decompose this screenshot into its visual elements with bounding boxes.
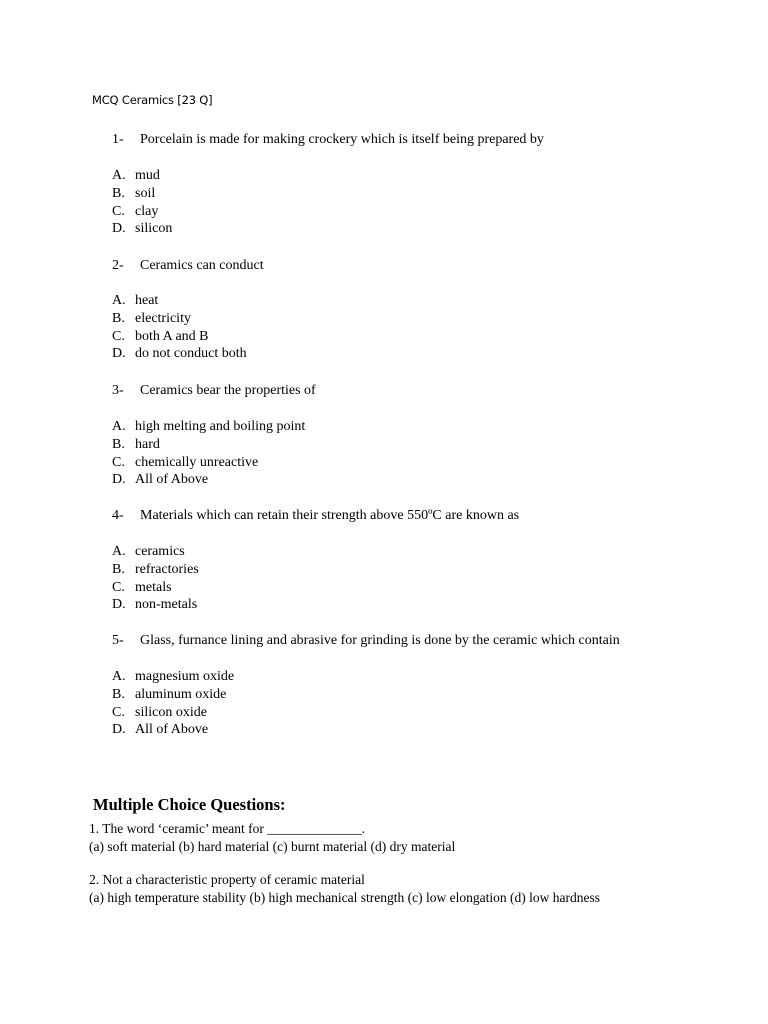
option-letter: D.: [112, 722, 126, 738]
option-text: chemically unreactive: [135, 454, 259, 470]
option-text: refractories: [135, 561, 199, 577]
option-item: [112, 418, 305, 436]
question-number: 1-: [112, 132, 124, 147]
option-letter: B.: [112, 436, 125, 452]
question-number: 2-: [112, 258, 124, 273]
option-item: [112, 596, 199, 614]
question-text: Materials which can retain their strength above 550ºC are known as: [140, 508, 520, 523]
question-5: [112, 632, 620, 650]
option-item: [112, 454, 305, 472]
question-3: [112, 382, 316, 400]
mcq-2-question: 2. Not a characteristic property of ceramic material: [89, 872, 365, 887]
option-text: hard: [135, 436, 160, 452]
section-title: Multiple Choice Questions:: [93, 795, 286, 814]
option-text: silicon: [135, 221, 173, 237]
option-text: aluminum oxide: [135, 686, 227, 702]
option-text: electricity: [135, 310, 191, 326]
option-letter: B.: [112, 310, 125, 326]
question-number: 4-: [112, 508, 124, 523]
option-letter: A.: [112, 669, 126, 684]
option-item: [112, 668, 234, 686]
option-item: [112, 436, 305, 454]
option-item: [112, 561, 199, 579]
document-title: MCQ Ceramics [23 Q]: [92, 93, 213, 107]
question-3-options: [112, 418, 305, 489]
question-2: [112, 257, 264, 275]
option-item: [112, 310, 247, 328]
option-text: metals: [135, 579, 172, 595]
option-item: [112, 203, 172, 221]
option-letter: B.: [112, 561, 125, 577]
option-letter: A.: [112, 544, 126, 559]
option-text: high melting and boiling point: [135, 419, 306, 434]
option-text: ceramics: [135, 544, 185, 559]
option-text: silicon oxide: [135, 704, 207, 720]
question-5-options: [112, 668, 234, 739]
option-item: [112, 167, 172, 185]
option-letter: B.: [112, 185, 125, 201]
option-text: soil: [135, 185, 156, 201]
mcq-1-question: 1. The word ‘ceramic’ meant for ______________.: [89, 821, 366, 836]
option-item: [112, 543, 199, 561]
option-item: [112, 471, 305, 489]
question-4: [112, 507, 519, 525]
question-1: [112, 131, 544, 149]
option-text: All of Above: [135, 472, 209, 488]
option-item: [112, 704, 234, 722]
mcq-2-options: (a) high temperature stability (b) high mechanical strength (c) low elongation (d) low hardness: [89, 890, 600, 905]
option-text: clay: [135, 203, 159, 219]
option-letter: A.: [112, 419, 126, 434]
option-letter: B.: [112, 686, 125, 702]
option-text: heat: [135, 293, 159, 308]
option-letter: D.: [112, 221, 126, 237]
question-text: Ceramics bear the properties of: [140, 383, 316, 398]
question-number: 5-: [112, 633, 124, 648]
question-4-options: [112, 543, 199, 614]
option-item: [112, 579, 199, 597]
option-letter: D.: [112, 346, 126, 362]
option-text: All of Above: [135, 722, 209, 738]
option-item: [112, 328, 247, 346]
option-letter: D.: [112, 472, 126, 488]
option-text: magnesium oxide: [135, 669, 235, 684]
option-item: [112, 686, 234, 704]
option-text: mud: [135, 168, 160, 183]
option-letter: C.: [112, 328, 125, 344]
option-letter: C.: [112, 203, 125, 219]
option-text: both A and B: [135, 328, 209, 344]
question-text: Ceramics can conduct: [140, 258, 264, 273]
option-text: non-metals: [135, 597, 198, 613]
option-letter: C.: [112, 704, 125, 720]
question-number: 3-: [112, 383, 124, 398]
option-letter: C.: [112, 579, 125, 595]
option-letter: A.: [112, 168, 126, 183]
question-1-options: [112, 167, 172, 238]
mcq-1-options: (a) soft material (b) hard material (c) burnt material (d) dry material: [89, 839, 456, 854]
question-2-options: [112, 292, 247, 363]
option-text: do not conduct both: [135, 346, 247, 362]
option-item: [112, 292, 247, 310]
option-item: [112, 220, 172, 238]
option-letter: D.: [112, 597, 126, 613]
option-letter: A.: [112, 293, 126, 308]
option-letter: C.: [112, 454, 125, 470]
option-item: [112, 345, 247, 363]
option-item: [112, 721, 234, 739]
option-item: [112, 185, 172, 203]
question-text: Glass, furnance lining and abrasive for grinding is done by the ceramic which contain: [140, 633, 620, 648]
question-text: Porcelain is made for making crockery which is itself being prepared by: [140, 132, 544, 147]
